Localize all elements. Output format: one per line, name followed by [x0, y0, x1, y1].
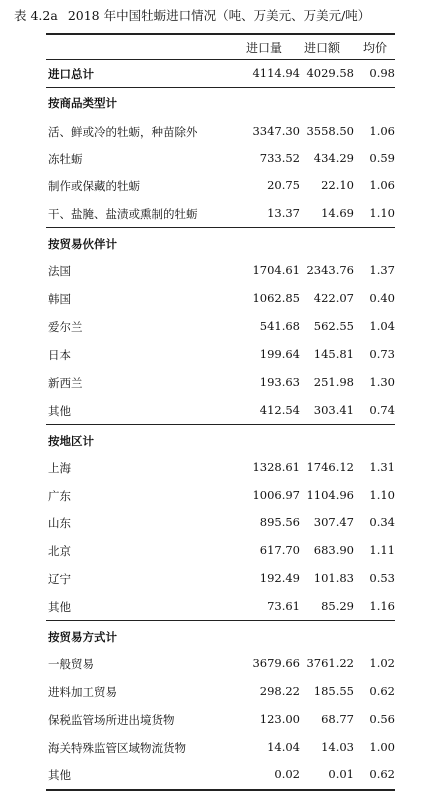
row-amount: 303.41: [313, 403, 354, 417]
table-row: [46, 371, 395, 393]
table-number: 表 4.2a: [14, 8, 58, 23]
row-price: 0.40: [369, 291, 395, 305]
row-price: 1.31: [369, 460, 395, 474]
row-label: 进料加工贸易: [48, 685, 117, 699]
row-price: 1.10: [369, 206, 395, 220]
row-label: 活、鲜或冷的牡蛎，种苗除外: [48, 125, 198, 139]
row-amount: 1746.12: [306, 460, 354, 474]
row-amount: 2343.76: [306, 263, 354, 277]
row-price: 0.59: [369, 151, 395, 165]
row-qty: 1062.85: [252, 291, 300, 305]
row-label: 一般贸易: [48, 657, 94, 671]
row-qty: 0.02: [274, 767, 300, 781]
row-qty: 1006.97: [252, 488, 300, 502]
row-qty: 192.49: [259, 571, 300, 585]
row-label: 广东: [48, 489, 71, 503]
row-price: 0.53: [369, 571, 395, 585]
row-label: 进口总计: [48, 67, 94, 81]
row-amount: 307.47: [313, 515, 354, 529]
section-title-trade-mode: 按贸易方式计: [48, 630, 117, 644]
row-label: 韩国: [48, 292, 71, 306]
section-rule: [46, 227, 395, 228]
row-price: 0.62: [369, 684, 395, 698]
row-amount: 3558.50: [306, 124, 354, 138]
row-price: 1.10: [369, 488, 395, 502]
table-row: [46, 202, 395, 224]
row-label: 其他: [48, 600, 71, 614]
row-price: 0.74: [369, 403, 395, 417]
row-label: 保税监管场所进出境货物: [48, 713, 175, 727]
row-amount: 22.10: [321, 178, 354, 192]
table-top-rule: [46, 33, 395, 35]
row-price: 1.02: [369, 656, 395, 670]
table-row: [46, 399, 395, 421]
row-qty: 3347.30: [252, 124, 300, 138]
row-price: 0.34: [369, 515, 395, 529]
row-amount: 251.98: [313, 375, 354, 389]
row-amount: 4029.58: [306, 66, 354, 80]
row-price: 1.06: [369, 124, 395, 138]
row-amount: 85.29: [321, 599, 354, 613]
table-row: [46, 315, 395, 337]
row-label: 山东: [48, 516, 71, 530]
row-label: 冻牡蛎: [48, 152, 83, 166]
row-qty: 73.61: [267, 599, 300, 613]
section-rule: [46, 424, 395, 425]
section-rule: [46, 87, 395, 88]
row-qty: 412.54: [259, 403, 300, 417]
row-price: 0.62: [369, 767, 395, 781]
table-row: [46, 456, 395, 478]
row-amount: 185.55: [313, 684, 354, 698]
row-label: 干、盐腌、盐渍或熏制的牡蛎: [48, 207, 198, 221]
row-price: 1.11: [369, 543, 395, 557]
row-amount: 3761.22: [306, 656, 354, 670]
row-price: 1.30: [369, 375, 395, 389]
row-amount: 1104.96: [306, 488, 354, 502]
table-row: [46, 259, 395, 281]
table-row: [46, 539, 395, 561]
row-label: 北京: [48, 544, 71, 558]
row-qty: 3679.66: [252, 656, 300, 670]
table-row: [46, 147, 395, 169]
row-label: 其他: [48, 404, 71, 418]
table-row: [46, 736, 395, 758]
row-amount: 68.77: [321, 712, 354, 726]
table-row: [46, 174, 395, 196]
row-amount: 422.07: [313, 291, 354, 305]
table-bottom-rule: [46, 789, 395, 791]
section-title-partner: 按贸易伙伴计: [48, 237, 117, 251]
table-row: [46, 484, 395, 506]
table-row: [46, 511, 395, 533]
table-row: [46, 763, 395, 785]
table-row: [46, 595, 395, 617]
section-title-product: 按商品类型计: [48, 96, 117, 110]
table-row: [46, 120, 395, 142]
row-price: 1.00: [369, 740, 395, 754]
row-price: 1.04: [369, 319, 395, 333]
table-row: [46, 343, 395, 365]
row-qty: 1328.61: [252, 460, 300, 474]
row-qty: 193.63: [259, 375, 300, 389]
row-amount: 434.29: [313, 151, 354, 165]
section-title-region: 按地区计: [48, 434, 94, 448]
row-label: 爱尔兰: [48, 320, 83, 334]
table-row: [46, 567, 395, 589]
row-qty: 123.00: [259, 712, 300, 726]
row-qty: 13.37: [267, 206, 300, 220]
row-qty: 895.56: [259, 515, 300, 529]
header-amount: 进口额: [304, 41, 341, 55]
row-label: 海关特殊监管区域物流货物: [48, 741, 186, 755]
row-qty: 14.04: [267, 740, 300, 754]
row-price: 0.98: [369, 66, 395, 80]
row-amount: 14.03: [321, 740, 354, 754]
row-amount: 14.69: [321, 206, 354, 220]
section-rule: [46, 620, 395, 621]
header-rule: [46, 59, 395, 60]
table-row: [46, 680, 395, 702]
row-price: 1.06: [369, 178, 395, 192]
row-price: 1.16: [369, 599, 395, 613]
row-label: 新西兰: [48, 376, 83, 390]
table-title: 2018 年中国牡蛎进口情况（吨、万美元、万美元/吨）: [67, 8, 371, 23]
table-row-total: [46, 62, 395, 84]
row-qty: 4114.94: [252, 66, 300, 80]
row-label: 法国: [48, 264, 71, 278]
row-amount: 145.81: [313, 347, 354, 361]
row-label: 上海: [48, 461, 71, 475]
row-price: 0.73: [369, 347, 395, 361]
row-price: 1.37: [369, 263, 395, 277]
row-label: 日本: [48, 348, 71, 362]
row-qty: 541.68: [259, 319, 300, 333]
row-qty: 733.52: [259, 151, 300, 165]
row-amount: 101.83: [313, 571, 354, 585]
row-amount: 0.01: [328, 767, 354, 781]
table-row: [46, 652, 395, 674]
row-label: 其他: [48, 768, 71, 782]
row-qty: 20.75: [267, 178, 300, 192]
row-qty: 199.64: [259, 347, 300, 361]
row-label: 辽宁: [48, 572, 71, 586]
row-qty: 298.22: [259, 684, 300, 698]
table-caption: [14, 6, 370, 24]
header-price: 均价: [363, 41, 388, 55]
table-row: [46, 287, 395, 309]
row-amount: 562.55: [313, 319, 354, 333]
row-label: 制作或保藏的牡蛎: [48, 179, 140, 193]
row-amount: 683.90: [313, 543, 354, 557]
row-price: 0.56: [369, 712, 395, 726]
row-qty: 617.70: [259, 543, 300, 557]
header-qty: 进口量: [246, 41, 283, 55]
row-qty: 1704.61: [252, 263, 300, 277]
table-row: [46, 708, 395, 730]
